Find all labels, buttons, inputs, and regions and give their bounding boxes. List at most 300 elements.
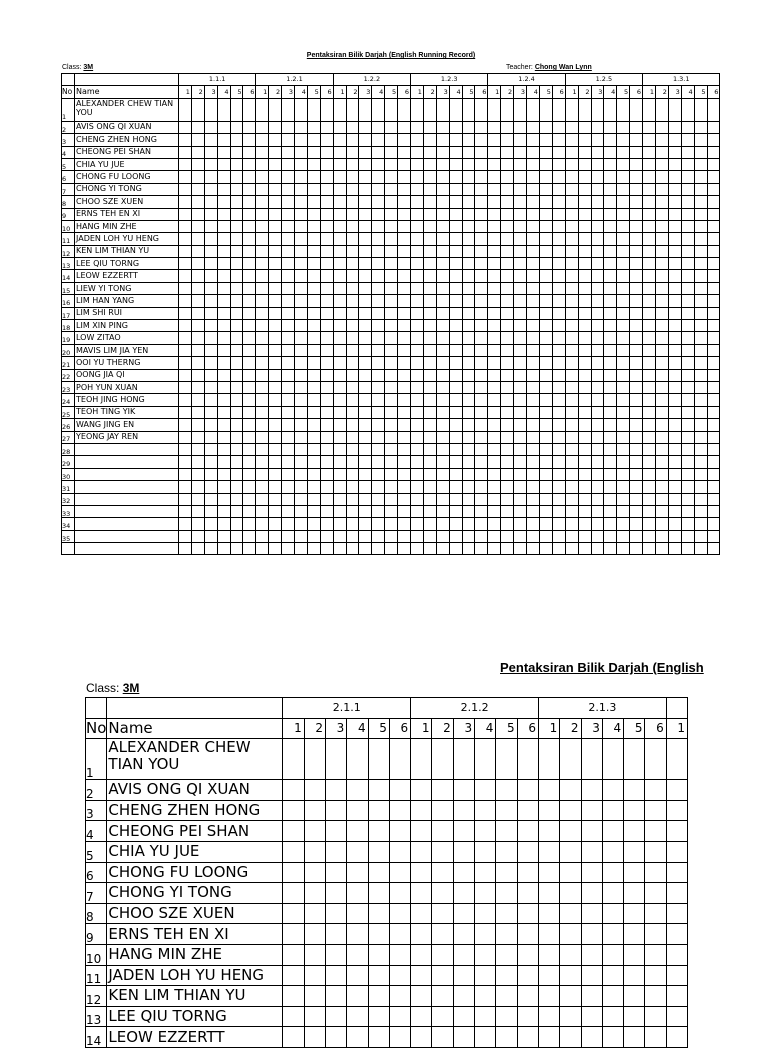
record-cell[interactable] bbox=[346, 518, 359, 530]
record-cell[interactable] bbox=[655, 98, 668, 121]
record-cell[interactable] bbox=[581, 883, 602, 904]
record-cell[interactable] bbox=[191, 183, 204, 195]
record-cell[interactable] bbox=[436, 98, 449, 121]
record-cell[interactable] bbox=[630, 245, 643, 257]
record-cell[interactable] bbox=[191, 134, 204, 146]
record-cell[interactable] bbox=[668, 419, 681, 431]
record-cell[interactable] bbox=[411, 821, 432, 842]
record-cell[interactable] bbox=[398, 406, 411, 418]
record-cell[interactable] bbox=[347, 1027, 368, 1048]
record-cell[interactable] bbox=[681, 481, 694, 493]
record-cell[interactable] bbox=[552, 394, 565, 406]
record-cell[interactable] bbox=[617, 505, 630, 517]
record-cell[interactable] bbox=[560, 862, 581, 883]
record-cell[interactable] bbox=[449, 320, 462, 332]
record-cell[interactable] bbox=[462, 295, 475, 307]
record-cell[interactable] bbox=[604, 518, 617, 530]
record-cell[interactable] bbox=[256, 245, 269, 257]
record-cell[interactable] bbox=[668, 158, 681, 170]
record-cell[interactable] bbox=[668, 369, 681, 381]
record-cell[interactable] bbox=[304, 800, 325, 821]
record-cell[interactable] bbox=[539, 208, 552, 220]
record-cell[interactable] bbox=[694, 146, 707, 158]
record-cell[interactable] bbox=[560, 841, 581, 862]
record-cell[interactable] bbox=[230, 270, 243, 282]
record-cell[interactable] bbox=[565, 332, 578, 344]
record-cell[interactable] bbox=[398, 320, 411, 332]
record-cell[interactable] bbox=[462, 505, 475, 517]
record-cell[interactable] bbox=[462, 270, 475, 282]
record-cell[interactable] bbox=[204, 493, 217, 505]
record-cell[interactable] bbox=[282, 295, 295, 307]
record-cell[interactable] bbox=[368, 821, 389, 842]
record-cell[interactable] bbox=[694, 431, 707, 443]
record-cell[interactable] bbox=[256, 493, 269, 505]
record-cell[interactable] bbox=[243, 134, 256, 146]
record-cell[interactable] bbox=[602, 821, 623, 842]
record-cell[interactable] bbox=[707, 369, 720, 381]
record-cell[interactable] bbox=[432, 986, 453, 1007]
record-cell[interactable] bbox=[230, 443, 243, 455]
record-cell[interactable] bbox=[269, 245, 282, 257]
record-cell[interactable] bbox=[694, 282, 707, 294]
record-cell[interactable] bbox=[320, 320, 333, 332]
record-cell[interactable] bbox=[552, 196, 565, 208]
record-cell[interactable] bbox=[243, 493, 256, 505]
record-cell[interactable] bbox=[591, 543, 604, 555]
record-cell[interactable] bbox=[372, 505, 385, 517]
record-cell[interactable] bbox=[643, 443, 656, 455]
record-cell[interactable] bbox=[591, 493, 604, 505]
record-cell[interactable] bbox=[217, 295, 230, 307]
record-cell[interactable] bbox=[423, 233, 436, 245]
record-cell[interactable] bbox=[514, 493, 527, 505]
record-cell[interactable] bbox=[423, 369, 436, 381]
record-cell[interactable] bbox=[304, 883, 325, 904]
record-cell[interactable] bbox=[694, 258, 707, 270]
record-cell[interactable] bbox=[256, 443, 269, 455]
record-cell[interactable] bbox=[707, 493, 720, 505]
record-cell[interactable] bbox=[372, 481, 385, 493]
record-cell[interactable] bbox=[666, 739, 687, 780]
record-cell[interactable] bbox=[372, 233, 385, 245]
record-cell[interactable] bbox=[398, 332, 411, 344]
record-cell[interactable] bbox=[578, 258, 591, 270]
record-cell[interactable] bbox=[552, 121, 565, 133]
record-cell[interactable] bbox=[389, 841, 410, 862]
record-cell[interactable] bbox=[591, 332, 604, 344]
record-cell[interactable] bbox=[527, 481, 540, 493]
record-cell[interactable] bbox=[230, 493, 243, 505]
record-cell[interactable] bbox=[591, 419, 604, 431]
record-cell[interactable] bbox=[668, 332, 681, 344]
record-cell[interactable] bbox=[552, 456, 565, 468]
record-cell[interactable] bbox=[552, 233, 565, 245]
record-cell[interactable] bbox=[179, 134, 192, 146]
record-cell[interactable] bbox=[681, 220, 694, 232]
record-cell[interactable] bbox=[707, 431, 720, 443]
record-cell[interactable] bbox=[488, 456, 501, 468]
record-cell[interactable] bbox=[655, 258, 668, 270]
record-cell[interactable] bbox=[681, 332, 694, 344]
record-cell[interactable] bbox=[643, 134, 656, 146]
record-cell[interactable] bbox=[565, 456, 578, 468]
record-cell[interactable] bbox=[527, 431, 540, 443]
record-cell[interactable] bbox=[359, 493, 372, 505]
record-cell[interactable] bbox=[453, 862, 474, 883]
record-cell[interactable] bbox=[256, 183, 269, 195]
record-cell[interactable] bbox=[204, 344, 217, 356]
record-cell[interactable] bbox=[436, 245, 449, 257]
record-cell[interactable] bbox=[539, 394, 552, 406]
record-cell[interactable] bbox=[501, 530, 514, 542]
record-cell[interactable] bbox=[694, 381, 707, 393]
record-cell[interactable] bbox=[436, 431, 449, 443]
record-cell[interactable] bbox=[217, 518, 230, 530]
record-cell[interactable] bbox=[243, 307, 256, 319]
record-cell[interactable] bbox=[630, 357, 643, 369]
record-cell[interactable] bbox=[488, 270, 501, 282]
record-cell[interactable] bbox=[681, 518, 694, 530]
record-cell[interactable] bbox=[411, 780, 432, 801]
record-cell[interactable] bbox=[320, 295, 333, 307]
record-cell[interactable] bbox=[179, 332, 192, 344]
record-cell[interactable] bbox=[411, 307, 424, 319]
record-cell[interactable] bbox=[359, 134, 372, 146]
record-cell[interactable] bbox=[269, 295, 282, 307]
record-cell[interactable] bbox=[565, 481, 578, 493]
record-cell[interactable] bbox=[681, 208, 694, 220]
record-cell[interactable] bbox=[398, 481, 411, 493]
record-cell[interactable] bbox=[668, 394, 681, 406]
record-cell[interactable] bbox=[488, 134, 501, 146]
record-cell[interactable] bbox=[565, 320, 578, 332]
record-cell[interactable] bbox=[368, 780, 389, 801]
record-cell[interactable] bbox=[539, 233, 552, 245]
record-cell[interactable] bbox=[643, 456, 656, 468]
record-cell[interactable] bbox=[423, 196, 436, 208]
record-cell[interactable] bbox=[256, 505, 269, 517]
record-cell[interactable] bbox=[436, 332, 449, 344]
record-cell[interactable] bbox=[269, 443, 282, 455]
record-cell[interactable] bbox=[565, 381, 578, 393]
record-cell[interactable] bbox=[333, 543, 346, 555]
record-cell[interactable] bbox=[346, 270, 359, 282]
record-cell[interactable] bbox=[527, 518, 540, 530]
record-cell[interactable] bbox=[604, 158, 617, 170]
record-cell[interactable] bbox=[602, 924, 623, 945]
record-cell[interactable] bbox=[326, 924, 347, 945]
record-cell[interactable] bbox=[191, 171, 204, 183]
record-cell[interactable] bbox=[488, 258, 501, 270]
record-cell[interactable] bbox=[643, 481, 656, 493]
record-cell[interactable] bbox=[398, 98, 411, 121]
record-cell[interactable] bbox=[179, 456, 192, 468]
record-cell[interactable] bbox=[204, 158, 217, 170]
record-cell[interactable] bbox=[488, 406, 501, 418]
record-cell[interactable] bbox=[538, 862, 559, 883]
record-cell[interactable] bbox=[304, 944, 325, 965]
record-cell[interactable] bbox=[423, 332, 436, 344]
record-cell[interactable] bbox=[707, 282, 720, 294]
record-cell[interactable] bbox=[243, 245, 256, 257]
record-cell[interactable] bbox=[630, 134, 643, 146]
record-cell[interactable] bbox=[668, 406, 681, 418]
record-cell[interactable] bbox=[655, 543, 668, 555]
record-cell[interactable] bbox=[179, 381, 192, 393]
record-cell[interactable] bbox=[333, 233, 346, 245]
record-cell[interactable] bbox=[295, 146, 308, 158]
record-cell[interactable] bbox=[666, 800, 687, 821]
record-cell[interactable] bbox=[179, 233, 192, 245]
record-cell[interactable] bbox=[436, 183, 449, 195]
record-cell[interactable] bbox=[591, 208, 604, 220]
record-cell[interactable] bbox=[436, 134, 449, 146]
record-cell[interactable] bbox=[423, 270, 436, 282]
record-cell[interactable] bbox=[307, 406, 320, 418]
record-cell[interactable] bbox=[411, 146, 424, 158]
record-cell[interactable] bbox=[496, 883, 517, 904]
record-cell[interactable] bbox=[179, 183, 192, 195]
record-cell[interactable] bbox=[514, 394, 527, 406]
record-cell[interactable] bbox=[552, 357, 565, 369]
record-cell[interactable] bbox=[372, 443, 385, 455]
record-cell[interactable] bbox=[591, 146, 604, 158]
record-cell[interactable] bbox=[630, 493, 643, 505]
record-cell[interactable] bbox=[243, 295, 256, 307]
record-cell[interactable] bbox=[655, 381, 668, 393]
record-cell[interactable] bbox=[385, 134, 398, 146]
record-cell[interactable] bbox=[643, 245, 656, 257]
record-cell[interactable] bbox=[578, 357, 591, 369]
record-cell[interactable] bbox=[602, 903, 623, 924]
record-cell[interactable] bbox=[630, 220, 643, 232]
record-cell[interactable] bbox=[320, 505, 333, 517]
record-cell[interactable] bbox=[475, 505, 488, 517]
record-cell[interactable] bbox=[539, 220, 552, 232]
record-cell[interactable] bbox=[449, 332, 462, 344]
record-cell[interactable] bbox=[295, 295, 308, 307]
record-cell[interactable] bbox=[432, 965, 453, 986]
record-cell[interactable] bbox=[539, 146, 552, 158]
record-cell[interactable] bbox=[560, 883, 581, 904]
record-cell[interactable] bbox=[565, 369, 578, 381]
record-cell[interactable] bbox=[552, 245, 565, 257]
record-cell[interactable] bbox=[462, 98, 475, 121]
record-cell[interactable] bbox=[230, 171, 243, 183]
record-cell[interactable] bbox=[423, 419, 436, 431]
record-cell[interactable] bbox=[630, 332, 643, 344]
record-cell[interactable] bbox=[230, 233, 243, 245]
record-cell[interactable] bbox=[681, 456, 694, 468]
record-cell[interactable] bbox=[320, 121, 333, 133]
record-cell[interactable] bbox=[591, 357, 604, 369]
record-cell[interactable] bbox=[453, 739, 474, 780]
record-cell[interactable] bbox=[668, 183, 681, 195]
record-cell[interactable] bbox=[307, 320, 320, 332]
record-cell[interactable] bbox=[475, 903, 496, 924]
record-cell[interactable] bbox=[295, 245, 308, 257]
record-cell[interactable] bbox=[436, 171, 449, 183]
record-cell[interactable] bbox=[501, 258, 514, 270]
record-cell[interactable] bbox=[282, 258, 295, 270]
record-cell[interactable] bbox=[475, 1006, 496, 1027]
record-cell[interactable] bbox=[694, 543, 707, 555]
record-cell[interactable] bbox=[217, 332, 230, 344]
record-cell[interactable] bbox=[282, 220, 295, 232]
record-cell[interactable] bbox=[204, 183, 217, 195]
record-cell[interactable] bbox=[346, 481, 359, 493]
record-cell[interactable] bbox=[217, 220, 230, 232]
record-cell[interactable] bbox=[527, 270, 540, 282]
record-cell[interactable] bbox=[475, 158, 488, 170]
record-cell[interactable] bbox=[581, 903, 602, 924]
empty-name-cell[interactable] bbox=[75, 456, 179, 468]
record-cell[interactable] bbox=[326, 1006, 347, 1027]
record-cell[interactable] bbox=[423, 307, 436, 319]
record-cell[interactable] bbox=[462, 134, 475, 146]
record-cell[interactable] bbox=[643, 518, 656, 530]
record-cell[interactable] bbox=[411, 381, 424, 393]
record-cell[interactable] bbox=[204, 369, 217, 381]
record-cell[interactable] bbox=[501, 146, 514, 158]
record-cell[interactable] bbox=[449, 134, 462, 146]
record-cell[interactable] bbox=[581, 800, 602, 821]
record-cell[interactable] bbox=[560, 1006, 581, 1027]
record-cell[interactable] bbox=[423, 505, 436, 517]
record-cell[interactable] bbox=[462, 530, 475, 542]
record-cell[interactable] bbox=[488, 481, 501, 493]
record-cell[interactable] bbox=[539, 320, 552, 332]
record-cell[interactable] bbox=[552, 468, 565, 480]
record-cell[interactable] bbox=[668, 258, 681, 270]
record-cell[interactable] bbox=[630, 320, 643, 332]
record-cell[interactable] bbox=[449, 196, 462, 208]
record-cell[interactable] bbox=[385, 518, 398, 530]
record-cell[interactable] bbox=[372, 468, 385, 480]
record-cell[interactable] bbox=[496, 903, 517, 924]
record-cell[interactable] bbox=[359, 530, 372, 542]
record-cell[interactable] bbox=[389, 780, 410, 801]
record-cell[interactable] bbox=[307, 468, 320, 480]
record-cell[interactable] bbox=[449, 121, 462, 133]
record-cell[interactable] bbox=[514, 419, 527, 431]
record-cell[interactable] bbox=[398, 419, 411, 431]
record-cell[interactable] bbox=[283, 739, 304, 780]
record-cell[interactable] bbox=[552, 258, 565, 270]
record-cell[interactable] bbox=[283, 821, 304, 842]
record-cell[interactable] bbox=[655, 419, 668, 431]
record-cell[interactable] bbox=[385, 431, 398, 443]
record-cell[interactable] bbox=[307, 530, 320, 542]
record-cell[interactable] bbox=[432, 924, 453, 945]
record-cell[interactable] bbox=[643, 295, 656, 307]
record-cell[interactable] bbox=[655, 183, 668, 195]
record-cell[interactable] bbox=[398, 344, 411, 356]
record-cell[interactable] bbox=[462, 183, 475, 195]
record-cell[interactable] bbox=[501, 121, 514, 133]
record-cell[interactable] bbox=[282, 183, 295, 195]
record-cell[interactable] bbox=[602, 1027, 623, 1048]
record-cell[interactable] bbox=[565, 543, 578, 555]
record-cell[interactable] bbox=[449, 369, 462, 381]
record-cell[interactable] bbox=[694, 443, 707, 455]
record-cell[interactable] bbox=[604, 183, 617, 195]
record-cell[interactable] bbox=[304, 1027, 325, 1048]
record-cell[interactable] bbox=[475, 543, 488, 555]
record-cell[interactable] bbox=[389, 739, 410, 780]
record-cell[interactable] bbox=[307, 481, 320, 493]
record-cell[interactable] bbox=[668, 530, 681, 542]
record-cell[interactable] bbox=[591, 98, 604, 121]
record-cell[interactable] bbox=[462, 158, 475, 170]
record-cell[interactable] bbox=[630, 381, 643, 393]
record-cell[interactable] bbox=[320, 158, 333, 170]
record-cell[interactable] bbox=[578, 481, 591, 493]
record-cell[interactable] bbox=[527, 146, 540, 158]
record-cell[interactable] bbox=[501, 456, 514, 468]
record-cell[interactable] bbox=[269, 344, 282, 356]
record-cell[interactable] bbox=[398, 270, 411, 282]
record-cell[interactable] bbox=[666, 780, 687, 801]
record-cell[interactable] bbox=[411, 344, 424, 356]
record-cell[interactable] bbox=[707, 258, 720, 270]
record-cell[interactable] bbox=[707, 518, 720, 530]
record-cell[interactable] bbox=[372, 183, 385, 195]
record-cell[interactable] bbox=[578, 320, 591, 332]
record-cell[interactable] bbox=[411, 431, 424, 443]
record-cell[interactable] bbox=[655, 468, 668, 480]
record-cell[interactable] bbox=[681, 183, 694, 195]
record-cell[interactable] bbox=[217, 381, 230, 393]
record-cell[interactable] bbox=[269, 518, 282, 530]
record-cell[interactable] bbox=[694, 183, 707, 195]
record-cell[interactable] bbox=[591, 505, 604, 517]
record-cell[interactable] bbox=[514, 196, 527, 208]
record-cell[interactable] bbox=[488, 146, 501, 158]
record-cell[interactable] bbox=[282, 158, 295, 170]
record-cell[interactable] bbox=[565, 258, 578, 270]
record-cell[interactable] bbox=[501, 158, 514, 170]
record-cell[interactable] bbox=[179, 171, 192, 183]
record-cell[interactable] bbox=[283, 780, 304, 801]
record-cell[interactable] bbox=[643, 406, 656, 418]
record-cell[interactable] bbox=[617, 98, 630, 121]
record-cell[interactable] bbox=[282, 456, 295, 468]
record-cell[interactable] bbox=[283, 883, 304, 904]
record-cell[interactable] bbox=[453, 903, 474, 924]
record-cell[interactable] bbox=[282, 320, 295, 332]
record-cell[interactable] bbox=[578, 369, 591, 381]
empty-name-cell[interactable] bbox=[75, 493, 179, 505]
empty-name-cell[interactable] bbox=[75, 443, 179, 455]
record-cell[interactable] bbox=[432, 739, 453, 780]
record-cell[interactable] bbox=[643, 282, 656, 294]
record-cell[interactable] bbox=[681, 431, 694, 443]
record-cell[interactable] bbox=[307, 543, 320, 555]
record-cell[interactable] bbox=[565, 146, 578, 158]
record-cell[interactable] bbox=[604, 419, 617, 431]
record-cell[interactable] bbox=[449, 543, 462, 555]
record-cell[interactable] bbox=[359, 381, 372, 393]
record-cell[interactable] bbox=[604, 344, 617, 356]
record-cell[interactable] bbox=[256, 381, 269, 393]
record-cell[interactable] bbox=[304, 986, 325, 1007]
record-cell[interactable] bbox=[307, 505, 320, 517]
record-cell[interactable] bbox=[475, 739, 496, 780]
record-cell[interactable] bbox=[411, 369, 424, 381]
record-cell[interactable] bbox=[398, 357, 411, 369]
